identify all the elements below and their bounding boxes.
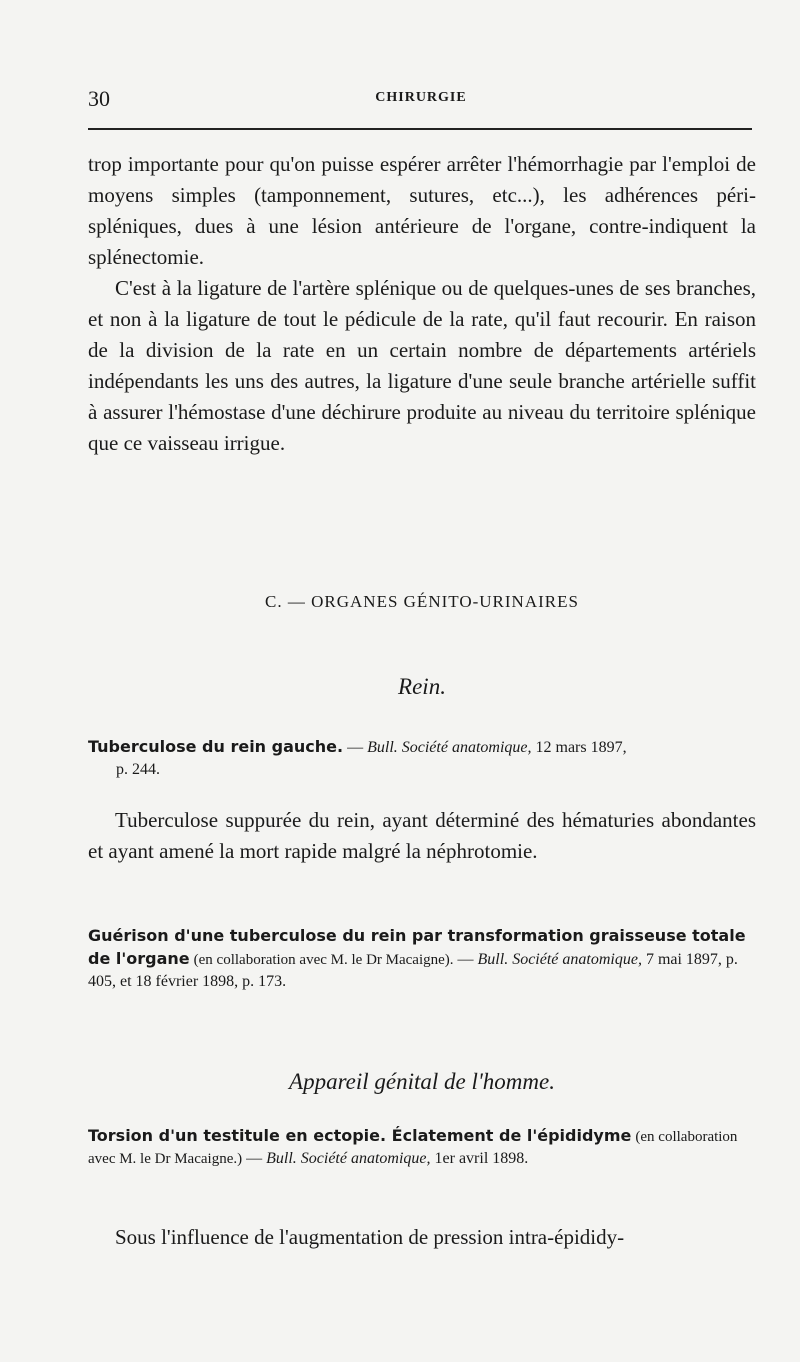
reference-title: Torsion d'un testitule en ectopie. Éclatement de l'épididyme: [88, 1126, 632, 1145]
reference-journal: Bull. Société anatomique,: [266, 1150, 431, 1167]
reference-date: 12 mars 1897,: [535, 739, 627, 756]
reference-dash: —: [347, 739, 364, 756]
reference-guerison: [88, 925, 756, 993]
paragraph-rein: Tuberculose suppurée du rein, ayant déterminé des hématuries abondantes et ayant amené la mort rapide malgré la néphrotomie.: [88, 808, 756, 863]
paragraph-1: trop importante pour qu'on puisse espérer arrêter l'hémorrhagie par l'emploi de moyens simples (tamponnement, sutures, etc...), les adhérences péri-spléniques, dues à une lésion antérieure de l'organe, contre-indiquent la splénectomie.: [88, 152, 756, 269]
reference-page: p. 244.: [116, 761, 160, 778]
reference-journal: Bull. Société anatomique,: [477, 951, 642, 968]
subheading-appareil-genital: Appareil génital de l'homme.: [289, 1069, 555, 1094]
reference-journal: Bull. Société anatomique,: [367, 739, 532, 756]
reference-pages: 7 mai 1897, p. 405, et 18 février 1898, p. 173.: [88, 951, 738, 990]
reference-collaboration: (en collaboration avec M. le Dr Macaigne.): [88, 1129, 738, 1167]
reference-date: 1er avril 1898.: [434, 1150, 529, 1167]
text-block-rate: [88, 149, 756, 459]
reference-torsion: [88, 1125, 756, 1170]
reference-title: Tuberculose du rein gauche.: [88, 737, 344, 756]
paragraph-2: C'est à la ligature de l'artère splénique ou de quelques-unes de ses branches, et non à la ligature de tout le pédicule de la rate, qu'il faut recourir. En raison de la division de la rate en un certain nombre de départements artériels indépendants les uns des autres, la ligature d'une seule branche artérielle suffit à assurer l'hémostase d'une déchirure produite au niveau du territoire splénique que ce vaisseau irrigue.: [88, 276, 756, 455]
text-block-torsion: [88, 1222, 756, 1253]
header-rule: [88, 128, 752, 130]
text-block-rein: [88, 805, 756, 867]
reference-dash: —: [457, 951, 474, 968]
running-title: CHIRURGIE: [375, 90, 467, 105]
paragraph-last: Sous l'influence de l'augmentation de pression intra-épididy-: [115, 1225, 625, 1249]
reference-tuberculose-rein: [88, 736, 756, 781]
subheading-rein: Rein.: [398, 674, 446, 699]
page-header: [88, 86, 754, 116]
reference-dash: —: [246, 1150, 263, 1167]
reference-title: Guérison d'une tuberculose du rein par transformation graisseuse totale de l'organe: [88, 926, 746, 968]
page-number: 30: [88, 86, 110, 111]
section-heading: C. — ORGANES GÉNITO-URINAIRES: [265, 592, 579, 611]
reference-collaboration: (en collaboration avec M. le Dr Macaigne).: [193, 952, 454, 968]
